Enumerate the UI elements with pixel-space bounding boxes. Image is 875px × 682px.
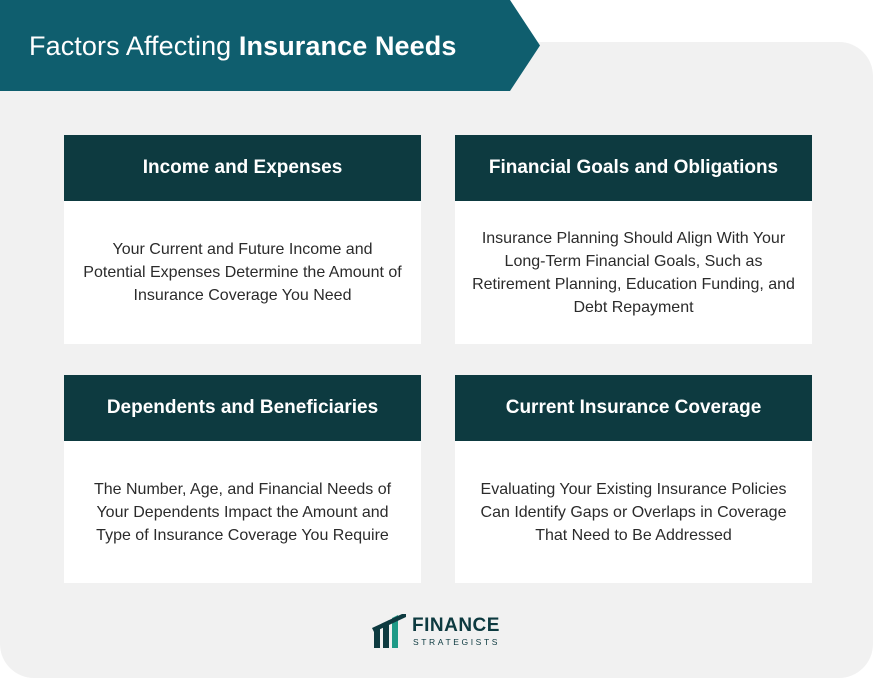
card-title: Current Insurance Coverage (455, 375, 812, 441)
card-description: Insurance Planning Should Align With Your Long-Term Financial Goals, Such as Retirement Planning, Education Funding, and Debt Repayment (455, 201, 812, 344)
page-title-light: Factors Affecting (29, 31, 239, 61)
factor-card-financial-goals (455, 135, 812, 344)
card-title: Financial Goals and Obligations (455, 135, 812, 201)
card-description: Evaluating Your Existing Insurance Policies Can Identify Gaps or Overlaps in Coverage That Need to Be Addressed (455, 441, 812, 583)
page-title-bold: Insurance Needs (238, 31, 457, 61)
logo-wordmark-finance: FINANCE (412, 615, 500, 636)
factor-card-current-coverage (455, 375, 812, 583)
card-description: Your Current and Future Income and Potential Expenses Determine the Amount of Insurance Coverage You Need (64, 201, 421, 344)
page-title (29, 26, 457, 66)
logo-wordmark-strategists: STRATEGISTS (413, 637, 501, 647)
finance-strategists-logo (372, 612, 508, 652)
card-title: Dependents and Beneficiaries (64, 375, 421, 441)
title-banner (0, 0, 540, 91)
factor-card-income-expenses (64, 135, 421, 344)
factor-card-dependents (64, 375, 421, 583)
card-title: Income and Expenses (64, 135, 421, 201)
card-description: The Number, Age, and Financial Needs of Your Dependents Impact the Amount and Type of Insurance Coverage You Require (64, 441, 421, 583)
finance-strategists-logo-icon (372, 614, 408, 650)
